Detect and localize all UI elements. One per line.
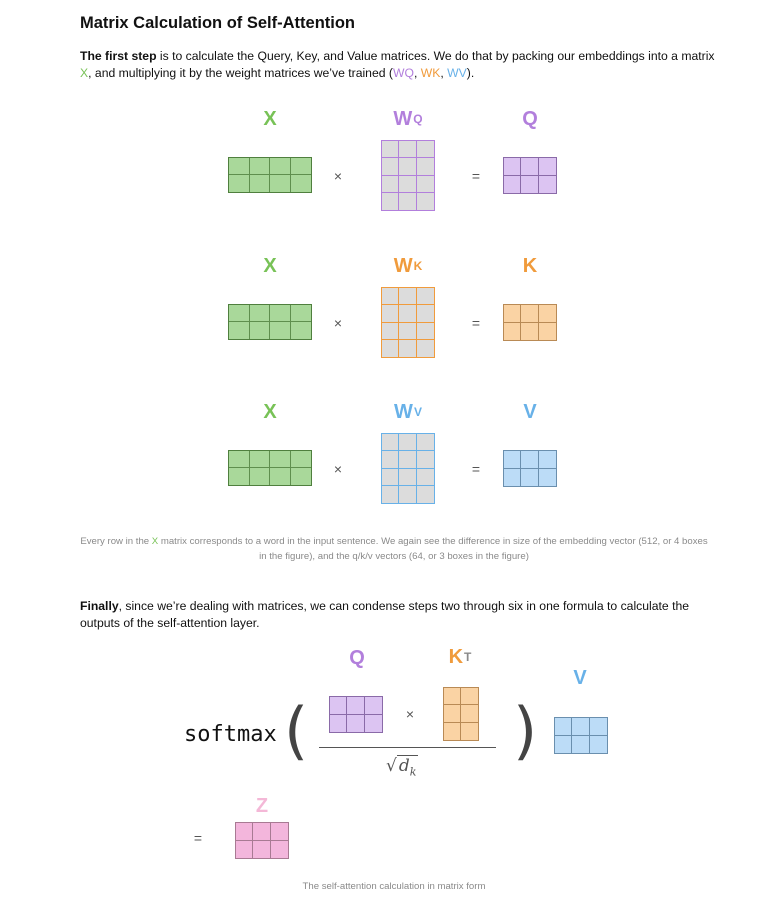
matrix-cell <box>250 305 271 322</box>
matrix-cell <box>291 175 312 192</box>
matrix-cell <box>555 736 572 754</box>
matrix-cell <box>271 841 288 859</box>
matrix-cell <box>382 176 399 193</box>
matrix-cell <box>270 175 291 192</box>
matrix-cell <box>417 486 434 503</box>
caption-matrix-rows: Every row in the X matrix corresponds to a word in the input sentence. We again see the difference in size of the embedding vector (512, or 4 boxes in the figure), and the q/k/v vectors (64, or 3 boxes in the figure) <box>80 536 708 562</box>
matrix-cell <box>461 705 478 722</box>
matrix-cell <box>417 434 434 451</box>
matrix-cell <box>399 288 416 305</box>
matrix-cell <box>253 823 270 841</box>
matrix-cell <box>399 340 416 357</box>
matrix-cell <box>229 175 250 192</box>
formula-kt-label: $K^T$ <box>448 646 472 668</box>
row-v-weight-label: $W^V$ <box>394 401 422 423</box>
matrix-cell <box>236 823 253 841</box>
matrix-cell <box>417 158 434 175</box>
row-q-weight-label: $W^Q$ <box>393 108 423 130</box>
matrix-cell <box>399 451 416 468</box>
k-matrix <box>503 304 557 341</box>
matrix-cell <box>229 158 250 175</box>
v-matrix <box>503 450 557 487</box>
matrix-cell <box>382 288 399 305</box>
matrix-cell <box>382 193 399 210</box>
page-title: Matrix Calculation of Self-Attention <box>80 14 356 32</box>
matrix-cell <box>270 322 291 339</box>
formula-q-label: Q <box>349 647 365 669</box>
matrix-cell <box>399 486 416 503</box>
matrix-cell <box>382 340 399 357</box>
matrix-cell <box>330 715 347 733</box>
formula-q-matrix <box>329 696 383 733</box>
intro-x: X <box>80 66 89 80</box>
matrix-cell <box>521 323 538 341</box>
matrix-cell <box>229 451 250 468</box>
matrix-cell <box>417 469 434 486</box>
matrix-cell <box>399 469 416 486</box>
matrix-cell <box>521 158 538 176</box>
formula-v-matrix <box>554 717 608 754</box>
matrix-cell <box>417 340 434 357</box>
row-q-output-label: Q <box>522 108 538 130</box>
matrix-cell <box>382 451 399 468</box>
intro-wv: WV <box>447 66 467 80</box>
matrix-cell <box>504 305 521 323</box>
matrix-cell <box>521 451 538 469</box>
matrix-cell <box>365 715 382 733</box>
intro-sep2: , <box>440 66 448 80</box>
row-k-x-matrix <box>228 304 312 340</box>
row-q-x-matrix <box>228 157 312 193</box>
matrix-cell <box>399 141 416 158</box>
intro-text-a: is to calculate the Query, Key, and Value matrices. We do that by packing our embeddings into a matrix <box>156 49 715 63</box>
row-q-input-label: X <box>263 108 277 130</box>
matrix-cell <box>539 305 556 323</box>
matrix-cell <box>590 736 607 754</box>
open-paren: ( <box>284 694 309 767</box>
finally-paragraph <box>80 598 720 632</box>
row-k-weight-label: $W^K$ <box>393 255 423 277</box>
matrix-cell <box>399 305 416 322</box>
matrix-cell <box>504 469 521 487</box>
matrix-cell <box>461 688 478 705</box>
matrix-cell <box>382 434 399 451</box>
matrix-cell <box>521 305 538 323</box>
wq-matrix <box>381 140 435 211</box>
matrix-cell <box>417 193 434 210</box>
formula-z-label: Z <box>255 795 269 817</box>
matrix-cell <box>291 451 312 468</box>
matrix-cell <box>444 723 461 740</box>
matrix-cell <box>399 176 416 193</box>
matrix-cell <box>291 468 312 485</box>
softmax-label: softmax <box>184 722 277 747</box>
matrix-cell <box>382 141 399 158</box>
matrix-cell <box>271 823 288 841</box>
intro-bold: The first step <box>80 49 157 63</box>
row-k-output-label: K <box>522 255 538 277</box>
matrix-cell <box>504 176 521 194</box>
matrix-cell <box>382 158 399 175</box>
matrix-cell <box>382 469 399 486</box>
caption-formula: The self-attention calculation in matrix form <box>302 881 486 892</box>
row-v-equals: = <box>471 461 481 477</box>
intro-text-c: ). <box>466 66 475 80</box>
intro-wk: WK <box>420 66 441 80</box>
row-q-times: × <box>333 168 343 184</box>
matrix-cell <box>504 158 521 176</box>
row-k-times: × <box>333 315 343 331</box>
matrix-cell <box>270 468 291 485</box>
formula-v-label: V <box>573 667 587 689</box>
matrix-cell <box>291 158 312 175</box>
matrix-cell <box>270 451 291 468</box>
wv-matrix <box>381 433 435 504</box>
formula-kt-matrix <box>443 687 479 741</box>
matrix-cell <box>504 451 521 469</box>
intro-paragraph <box>80 48 720 82</box>
matrix-cell <box>417 288 434 305</box>
matrix-cell <box>444 705 461 722</box>
matrix-cell <box>521 469 538 487</box>
row-v-output-label: V <box>523 401 537 423</box>
matrix-cell <box>417 176 434 193</box>
wk-matrix <box>381 287 435 358</box>
matrix-cell <box>539 323 556 341</box>
matrix-cell <box>539 176 556 194</box>
matrix-cell <box>555 718 572 736</box>
matrix-cell <box>229 305 250 322</box>
matrix-cell <box>539 469 556 487</box>
intro-sep1: , <box>413 66 421 80</box>
matrix-cell <box>399 193 416 210</box>
matrix-cell <box>417 451 434 468</box>
matrix-cell <box>417 141 434 158</box>
matrix-cell <box>270 305 291 322</box>
matrix-cell <box>229 468 250 485</box>
matrix-cell <box>539 158 556 176</box>
matrix-cell <box>250 451 271 468</box>
matrix-cell <box>347 697 364 715</box>
matrix-cell <box>539 451 556 469</box>
row-k-input-label: X <box>263 255 277 277</box>
matrix-cell <box>461 723 478 740</box>
matrix-cell <box>270 158 291 175</box>
close-paren: ) <box>513 694 538 767</box>
matrix-cell <box>399 158 416 175</box>
row-v-input-label: X <box>263 401 277 423</box>
matrix-cell <box>444 688 461 705</box>
matrix-cell <box>330 697 347 715</box>
matrix-cell <box>521 176 538 194</box>
formula-equals: = <box>193 830 203 846</box>
fraction-line <box>319 747 496 748</box>
sqrt-dk: √ $d_k$ <box>386 756 417 779</box>
matrix-cell <box>590 718 607 736</box>
matrix-cell <box>291 305 312 322</box>
matrix-cell <box>399 323 416 340</box>
matrix-cell <box>382 323 399 340</box>
matrix-cell <box>382 305 399 322</box>
finally-bold: Finally <box>80 599 119 613</box>
formula-times: × <box>405 706 415 722</box>
matrix-cell <box>347 715 364 733</box>
matrix-cell <box>229 322 250 339</box>
matrix-cell <box>365 697 382 715</box>
matrix-cell <box>504 323 521 341</box>
finally-text: , since we’re dealing with matrices, we can condense steps two through six in one formula to calculate the outputs of the self-attention layer. <box>80 599 690 630</box>
matrix-cell <box>250 322 271 339</box>
matrix-cell <box>417 323 434 340</box>
matrix-cell <box>291 322 312 339</box>
z-matrix <box>235 822 289 859</box>
intro-text-b: , and multiplying it by the weight matrices we’ve trained ( <box>88 66 393 80</box>
matrix-cell <box>572 718 589 736</box>
matrix-cell <box>399 434 416 451</box>
row-q-equals: = <box>471 168 481 184</box>
q-matrix <box>503 157 557 194</box>
matrix-cell <box>236 841 253 859</box>
matrix-cell <box>253 841 270 859</box>
matrix-cell <box>250 158 271 175</box>
intro-wq: WQ <box>392 66 414 80</box>
matrix-cell <box>250 175 271 192</box>
row-k-equals: = <box>471 315 481 331</box>
matrix-cell <box>382 486 399 503</box>
row-v-x-matrix <box>228 450 312 486</box>
matrix-cell <box>250 468 271 485</box>
matrix-cell <box>417 305 434 322</box>
matrix-cell <box>572 736 589 754</box>
row-v-times: × <box>333 461 343 477</box>
